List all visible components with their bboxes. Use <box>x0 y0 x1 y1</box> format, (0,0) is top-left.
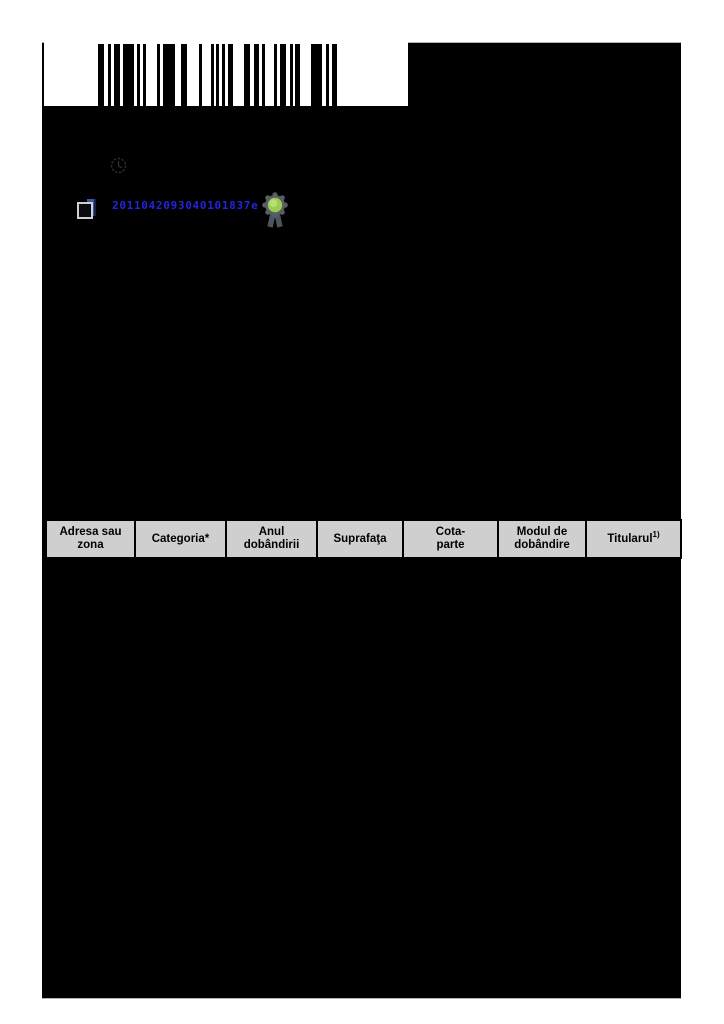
footnote-marker: 1) <box>652 529 660 539</box>
barcode-icon <box>98 44 338 106</box>
table-header-modul-de-dobandire <box>499 519 587 559</box>
header-label: Categoria* <box>151 532 210 545</box>
redaction-overlay <box>42 42 681 999</box>
document-code: 2011042093040101837e <box>112 199 259 212</box>
header-label-text: Titularul <box>607 532 653 545</box>
asset-table-header-row <box>45 519 682 559</box>
header-label: dobândirii <box>243 539 300 551</box>
header-label: Cota- <box>435 526 466 538</box>
table-header-suprafata <box>318 519 404 559</box>
clock-icon <box>110 157 127 174</box>
header-label: zona <box>77 539 104 551</box>
header-label: Adresa sau <box>59 526 122 538</box>
table-header-cota-parte <box>404 519 499 559</box>
barcode-panel <box>44 42 408 106</box>
copy-icon <box>76 198 98 220</box>
header-label: Modul de <box>516 526 568 538</box>
copy-icon-front-page <box>77 202 93 219</box>
header-label: Anul <box>258 526 285 538</box>
table-header-categoria <box>136 519 227 559</box>
header-label: Suprafaţa <box>333 532 387 545</box>
header-label: parte <box>436 539 465 551</box>
award-seal-icon <box>261 192 289 230</box>
table-header-anul-dobandirii <box>227 519 318 559</box>
header-label: dobândire <box>514 539 570 551</box>
table-header-titularul <box>587 519 682 559</box>
header-label <box>607 529 660 546</box>
table-header-adresa-sau-zona <box>45 519 136 559</box>
